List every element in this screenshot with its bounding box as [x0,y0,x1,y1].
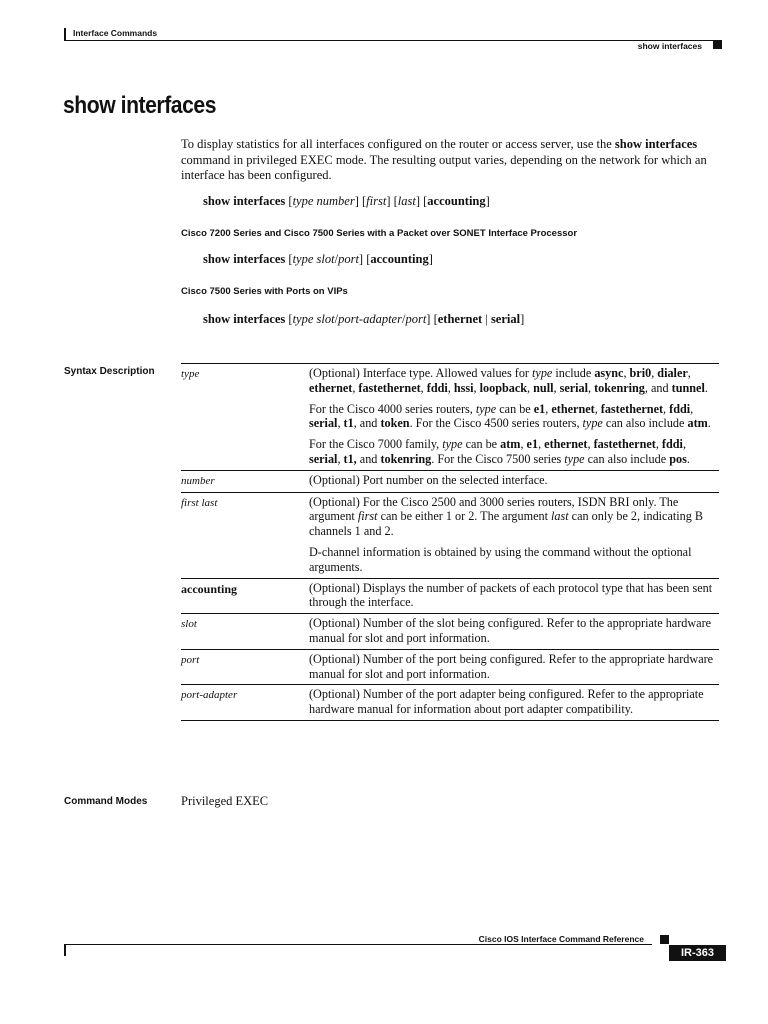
table-row [181,470,719,492]
table-row [181,492,719,578]
desc-type: (Optional) Interface type. Allowed values for type include async, bri0, dialer, ethernet, fastethernet, fddi, hssi, loopback, null, serial, tokenring, and tunnel. For the Cisco 4000 series routers, type can be e1, ethernet, fastethernet, fddi, serial, t1, and token. For the Cisco 4500 series routers, type can also include atm. For the Cisco 7000 family, type can be atm, e1, ethernet, fastethernet, fddi, serial, t1, and tokenring. For the Cisco 7500 series type can also include pos. [309,366,711,466]
header-chapter: Interface Commands [73,28,158,38]
syntax-line-1: show interfaces [type number] [first] [last] [accounting] [203,194,490,208]
page-number: IR-363 [669,945,726,961]
arg-port-adapter: port-adapter [181,689,238,702]
footer-marker [660,935,669,944]
syntax-line-2: show interfaces [type slot/port] [accounting] [203,252,433,266]
desc-port: (Optional) Number of the port being configured. Refer to the appropriate hardware manual for slot and port information. [309,651,714,681]
header-marker [713,40,722,49]
footer-reference: Cisco IOS Interface Command Reference [478,934,644,944]
footer-rule [64,944,652,945]
table-row [181,578,719,614]
syntax-line-3: show interfaces [type slot/port-adapter/port] [ethernet | serial] [203,312,525,326]
arg-accounting: accounting [181,581,238,596]
page-title: show interfaces [63,92,217,119]
command-modes-label: Command Modes [64,796,148,807]
syntax-description-table [181,363,719,721]
desc-slot: (Optional) Number of the slot being configured. Refer to the appropriate hardware manual for slot and port information. [309,616,712,645]
desc-first-last: (Optional) For the Cisco 2500 and 3000 series routers, ISDN BRI only. The argument first can be either 1 or 2. The argument last can only be 2, indicating B channels 1 and 2. D-channel information is obtained by using the command without the optional arguments. [309,494,703,574]
subheading-7500-vip: Cisco 7500 Series with Ports on VIPs [181,286,348,297]
desc-port-adapter: (Optional) Number of the port adapter being configured. Refer to the appropriate hardware manual for information about port adapter compatibility. [309,687,704,717]
table-row [181,649,719,685]
syntax-description-label: Syntax Description [64,366,155,377]
arg-type: type [181,368,200,380]
arg-first-last: first last [181,496,218,509]
header-command: show interfaces [637,41,702,51]
header-rule [64,40,720,41]
arg-slot: slot [181,618,197,631]
desc-accounting: (Optional) Displays the number of packets of each protocol type that has been sent through the interface. [309,580,713,610]
desc-number: (Optional) Port number on the selected interface. [309,472,548,487]
table-row [181,685,719,721]
footer-tick [64,944,66,956]
command-modes-value: Privileged EXEC [181,794,269,808]
arg-number: number [181,474,215,487]
arg-port: port [181,653,200,666]
subheading-7200-7500-pos: Cisco 7200 Series and Cisco 7500 Series with a Packet over SONET Interface Processor [181,228,578,239]
table-row [181,614,719,650]
table-row [181,364,719,471]
intro-paragraph: To display statistics for all interfaces configured on the router or access server, use the show interfaces command in privileged EXEC mode. The resulting output varies, depending on the network for which an interface has been configured. [181,137,707,182]
